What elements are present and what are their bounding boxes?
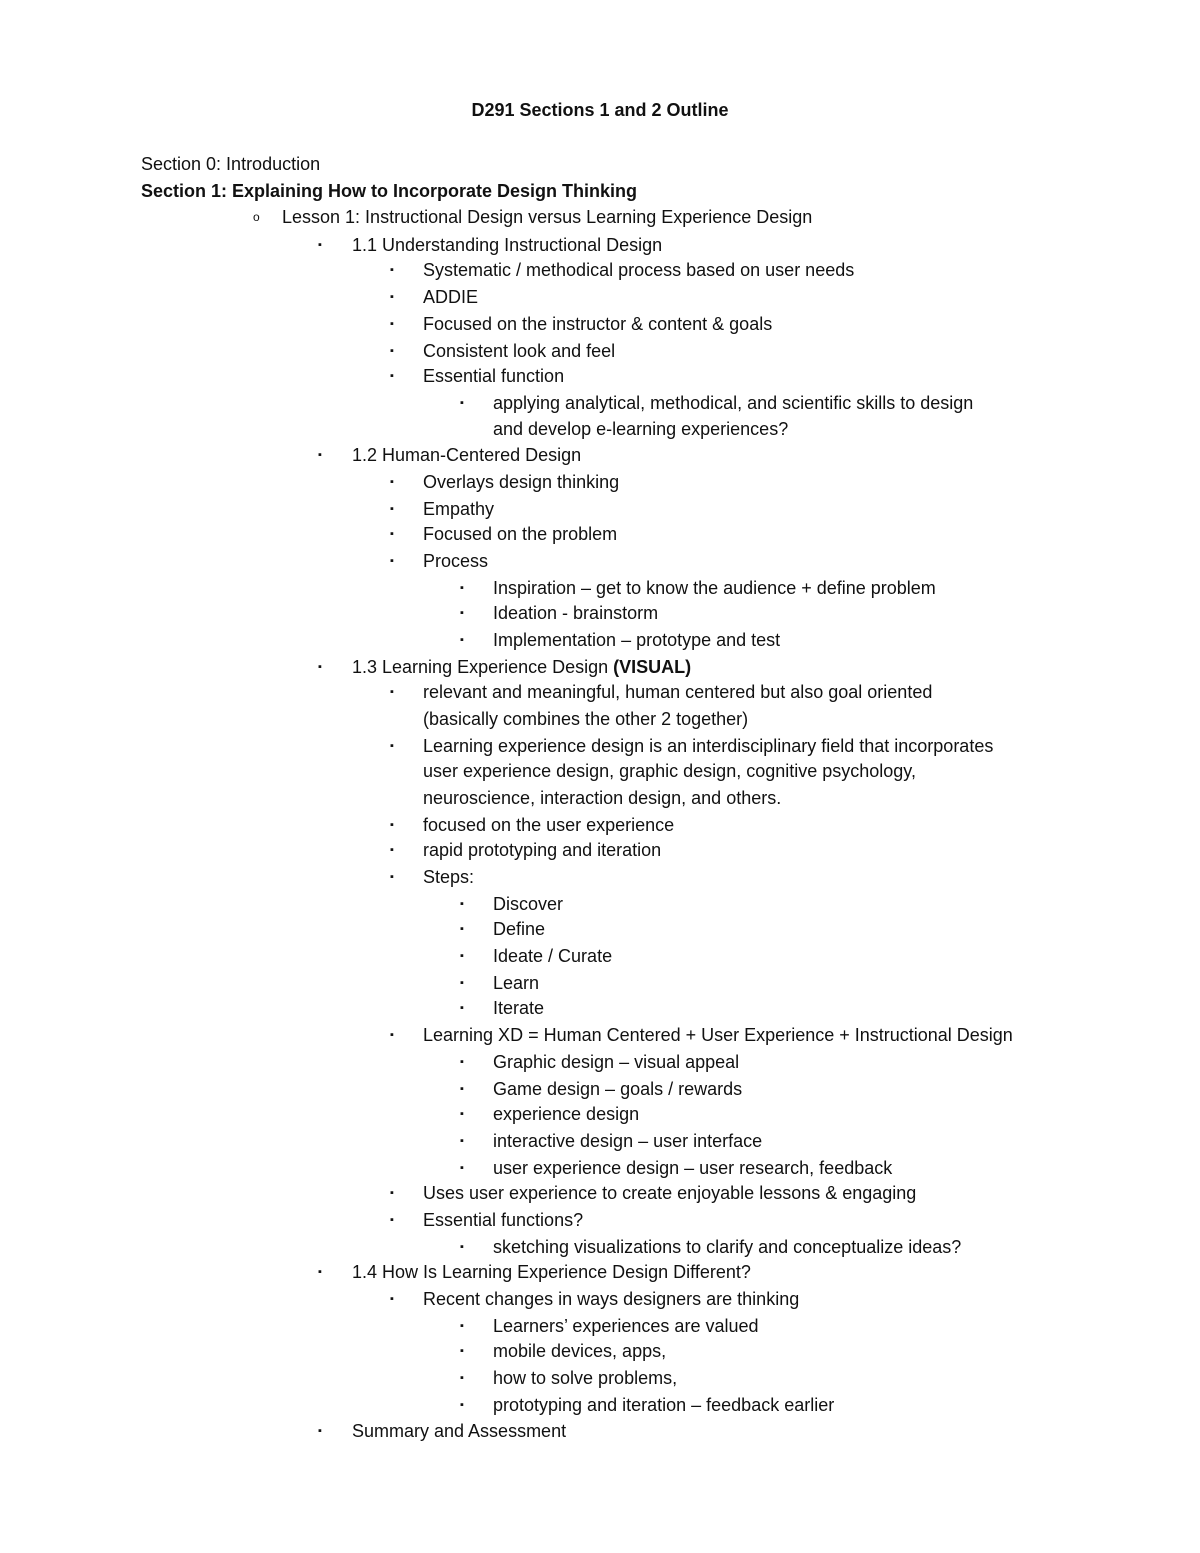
list-item: ▪ rapid prototyping and iteration [423, 837, 661, 863]
square-bullet-icon: ▪ [390, 819, 394, 831]
subsection-1-1: ▪ 1.1 Understanding Instructional Design [352, 232, 662, 258]
square-bullet-icon: ▪ [460, 1083, 464, 1095]
square-bullet-icon: ▪ [460, 1162, 464, 1174]
list-item: ▪ Learning XD = Human Centered + User Experience + Instructional Design [423, 1022, 1013, 1048]
square-bullet-icon: ▪ [460, 898, 464, 910]
square-bullet-icon: ▪ [390, 844, 394, 856]
square-bullet-icon: ▪ [390, 871, 394, 883]
square-bullet-icon: ▪ [460, 923, 464, 935]
square-bullet-icon: ▪ [460, 1135, 464, 1147]
section-0-heading: Section 0: Introduction [141, 154, 321, 174]
section-1-heading: Section 1: Explaining How to Incorporate Design Thinking [141, 181, 638, 201]
list-item: ▪ Graphic design – visual appeal [493, 1049, 739, 1075]
list-item: ▪ prototyping and iteration – feedback earlier [493, 1392, 834, 1418]
square-bullet-icon: ▪ [460, 607, 464, 619]
list-item-continuation: and develop e-learning experiences? [493, 419, 789, 439]
list-item: ▪ Iterate [493, 995, 544, 1021]
list-item: ▪ ADDIE [423, 284, 478, 310]
square-bullet-icon: ▪ [390, 686, 394, 698]
list-item-continuation: neuroscience, interaction design, and others. [423, 788, 782, 808]
square-bullet-icon: ▪ [390, 740, 394, 752]
list-item: ▪ Inspiration – get to know the audience + define problem [493, 575, 936, 601]
list-item: ▪ Implementation – prototype and test [493, 627, 780, 653]
list-item: ▪ experience design [493, 1101, 639, 1127]
square-bullet-icon: ▪ [318, 239, 322, 251]
lesson-1-label: Lesson 1: Instructional Design versus Learning Experience Design [282, 207, 813, 227]
square-bullet-icon: ▪ [318, 661, 322, 673]
square-bullet-icon: ▪ [390, 503, 394, 515]
square-bullet-icon: ▪ [460, 1399, 464, 1411]
lesson-1-item [253, 204, 813, 230]
square-bullet-icon: ▪ [390, 345, 394, 357]
hollow-bullet-icon: o [253, 210, 260, 224]
square-bullet-icon: ▪ [460, 582, 464, 594]
square-bullet-icon: ▪ [390, 1214, 394, 1226]
square-bullet-icon: ▪ [390, 1187, 394, 1199]
square-bullet-icon: ▪ [318, 449, 322, 461]
square-bullet-icon: ▪ [390, 1293, 394, 1305]
square-bullet-icon: ▪ [318, 1425, 322, 1437]
list-item: ▪ Focused on the problem [423, 521, 617, 547]
square-bullet-icon: ▪ [390, 1029, 394, 1041]
list-item: ▪ Empathy [423, 496, 494, 522]
list-item: ▪ Learners’ experiences are valued [493, 1313, 759, 1339]
square-bullet-icon: ▪ [390, 528, 394, 540]
list-item: ▪ Focused on the instructor & content & goals [423, 311, 772, 337]
square-bullet-icon: ▪ [460, 1320, 464, 1332]
square-bullet-icon: ▪ [460, 1372, 464, 1384]
square-bullet-icon: ▪ [390, 264, 394, 276]
list-item-continuation: (basically combines the other 2 together) [423, 709, 749, 729]
list-item: ▪ how to solve problems, [493, 1365, 677, 1391]
square-bullet-icon: ▪ [390, 370, 394, 382]
list-item: ▪ Overlays design thinking [423, 469, 619, 495]
subsection-1-2: ▪ 1.2 Human-Centered Design [352, 442, 581, 468]
list-item: ▪ Ideate / Curate [493, 943, 612, 969]
square-bullet-icon: ▪ [460, 1345, 464, 1357]
list-item: ▪ applying analytical, methodical, and scientific skills to design [493, 390, 973, 416]
list-item: ▪ Steps: [423, 864, 474, 890]
square-bullet-icon: ▪ [460, 977, 464, 989]
list-item: ▪ Systematic / methodical process based on user needs [423, 257, 854, 283]
square-bullet-icon: ▪ [460, 634, 464, 646]
document-title: D291 Sections 1 and 2 Outline [471, 100, 729, 120]
list-item: ▪ Consistent look and feel [423, 338, 615, 364]
list-item: ▪ relevant and meaningful, human centered but also goal oriented [423, 679, 932, 705]
summary-item: ▪ Summary and Assessment [352, 1418, 566, 1444]
square-bullet-icon: ▪ [390, 291, 394, 303]
list-item: ▪ focused on the user experience [423, 812, 674, 838]
list-item: ▪ Process [423, 548, 488, 574]
list-item: ▪ Learn [493, 970, 539, 996]
visual-emphasis: (VISUAL) [613, 657, 692, 677]
list-item: ▪ Learning experience design is an interdisciplinary field that incorporates [423, 733, 993, 759]
subsection-1-3: ▪ 1.3 Learning Experience Design(VISUAL) [352, 654, 691, 680]
list-item: ▪ Game design – goals / rewards [493, 1076, 742, 1102]
list-item: ▪ sketching visualizations to clarify and conceptualize ideas? [493, 1234, 961, 1260]
square-bullet-icon: ▪ [460, 1108, 464, 1120]
list-item: ▪ Recent changes in ways designers are thinking [423, 1286, 799, 1312]
list-item: ▪ Ideation - brainstorm [493, 600, 658, 626]
list-item: ▪ Discover [493, 891, 563, 917]
square-bullet-icon: ▪ [390, 318, 394, 330]
square-bullet-icon: ▪ [460, 1056, 464, 1068]
list-item-continuation: user experience design, graphic design, cognitive psychology, [423, 761, 916, 781]
square-bullet-icon: ▪ [460, 397, 464, 409]
square-bullet-icon: ▪ [460, 1002, 464, 1014]
list-item: ▪ mobile devices, apps, [493, 1338, 666, 1364]
subsection-1-4: ▪ 1.4 How Is Learning Experience Design Different? [352, 1259, 751, 1285]
square-bullet-icon: ▪ [460, 950, 464, 962]
list-item: ▪ Essential functions? [423, 1207, 583, 1233]
list-item: ▪ Essential function [423, 363, 564, 389]
list-item: ▪ Uses user experience to create enjoyable lessons & engaging [423, 1180, 916, 1206]
square-bullet-icon: ▪ [390, 476, 394, 488]
list-item: ▪ interactive design – user interface [493, 1128, 762, 1154]
list-item: ▪ user experience design – user research, feedback [493, 1155, 892, 1181]
square-bullet-icon: ▪ [460, 1241, 464, 1253]
list-item: ▪ Define [493, 916, 545, 942]
square-bullet-icon: ▪ [318, 1266, 322, 1278]
square-bullet-icon: ▪ [390, 555, 394, 567]
